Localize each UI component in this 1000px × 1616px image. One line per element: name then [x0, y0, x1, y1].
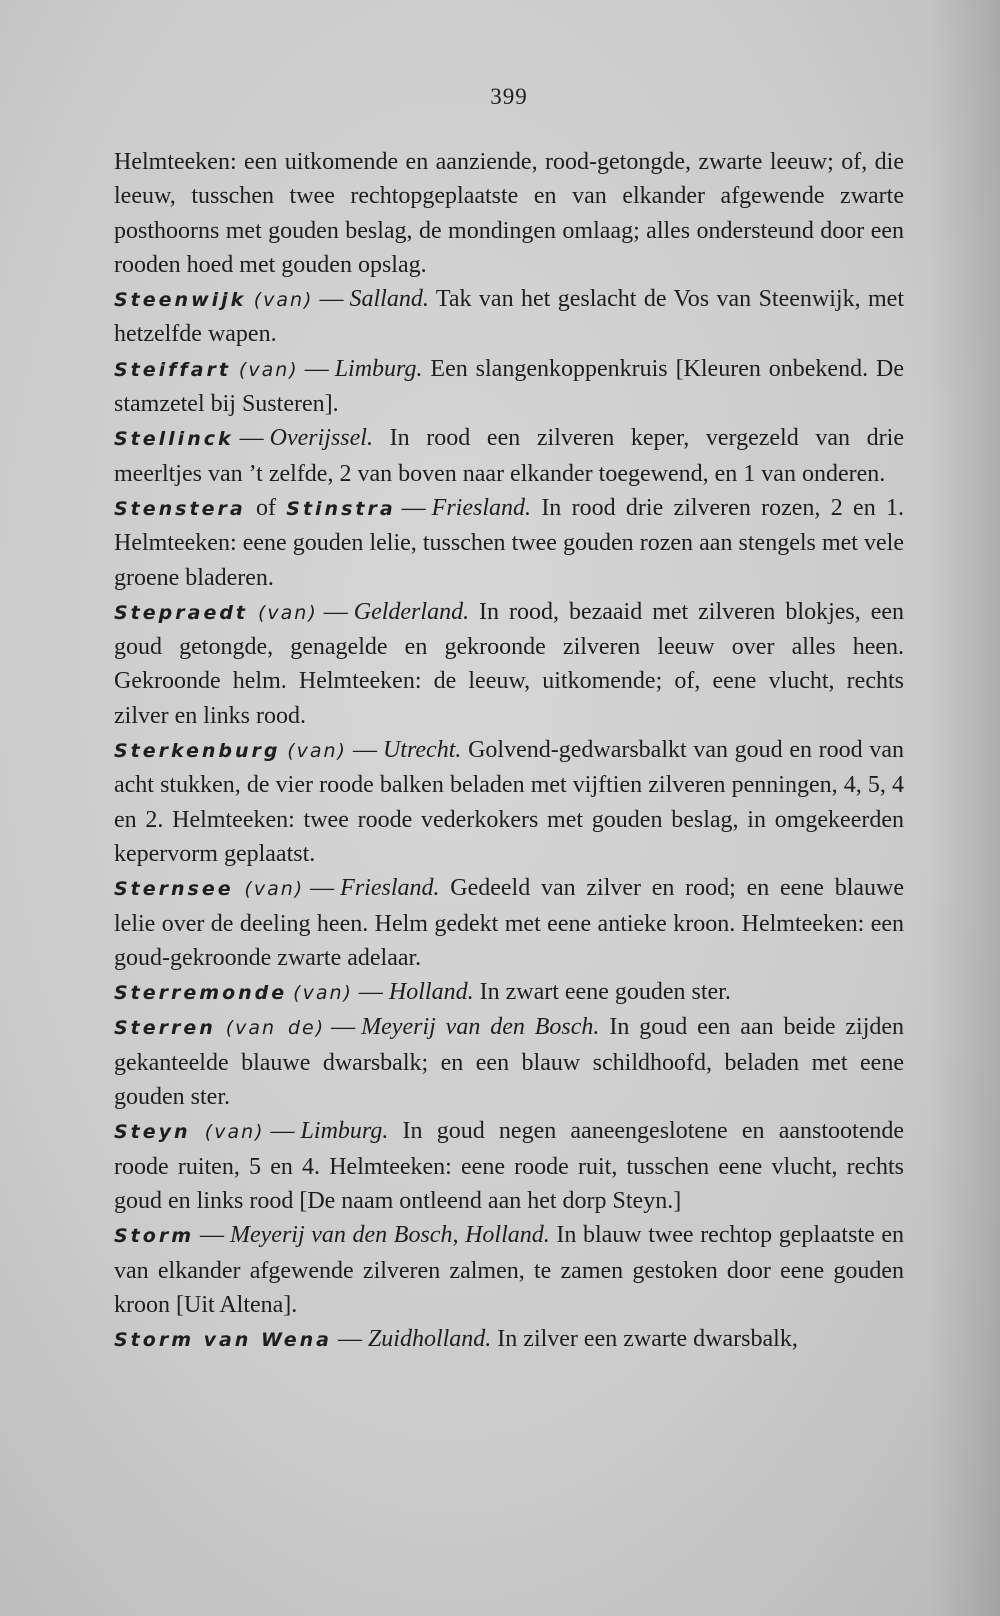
intro-paragraph: Helmteeken: een uitkomende en aanziende, rood-getongde, zwarte leeuw; of, die leeuw, tusschen twee rechtopgeplaatste en van elkander afgewende zwarte posthoorns met gouden beslag, de mondingen omlaag; alles ondersteund door een rooden hoed met gouden opslag. — [114, 149, 904, 278]
entry-region: Friesland. — [340, 875, 440, 902]
entry-qualifier: (van) — [257, 601, 318, 624]
entry-name: Sterkenburg — [114, 740, 281, 763]
page-edge-shadow — [930, 0, 1000, 1616]
entry-region: Overijssel. — [269, 425, 373, 452]
entry-stepraedt: Stepraedt (van) — Gelderland. In rood, bezaaid met zilveren blokjes, een goud getongde, genagelde en gekroonde zilveren leeuw over alles heen. Gekroonde helm. Helmteeken: de leeuw, uitkomende; of, eene vlucht, rechts zilver en links rood. — [114, 598, 904, 729]
entry-sterren: Sterren (van de) — Meyerij van den Bosch. In goud een aan beide zijden gekanteelde blauwe dwarsbalk; en een blauw schildhoofd, beladen met eene gouden ster. — [114, 1014, 905, 1111]
entry-name: Storm — [114, 1225, 194, 1248]
entry-text: Gedeeld van zilver en rood; en eene blauwe lelie over de deeling heen. Helm gedekt met eene antieke kroon. Helmteeken: een goud-gekroonde zwarte adelaar. — [114, 875, 905, 971]
entry-qualifier: (van) — [287, 740, 347, 763]
entry-stenstera: Stenstera of Stinstra — Friesland. In rood drie zilveren rozen, 2 en 1. Helmteeken: eene gouden lelie, tusschen twee gouden rozen aan stengels met vele groene bladeren. — [114, 494, 905, 591]
entry-text: In rood drie zilveren rozen, 2 en 1. Helmteeken: eene gouden lelie, tusschen twee gouden rozen aan stengels met vele groene bladeren. — [114, 494, 905, 591]
entry-qualifier: (van de) — [225, 1017, 326, 1040]
entry-name: Steyn — [114, 1121, 191, 1144]
entry-text: In rood een zilveren keper, vergezeld van drie meerltjes van ’t zelfde, 2 van boven naar elkander toegewend, en 1 van onderen. — [114, 425, 904, 487]
entry-steiffart: Steiffart (van) — Limburg. Een slangenkoppenkruis [Kleuren onbekend. De stamzetel bij Susteren]. — [114, 355, 905, 418]
entry-region: Utrecht. — [382, 737, 462, 764]
entry-text: In rood, bezaaid met zilveren blokjes, een goud getongde, genagelde en gekroonde zilveren leeuw over alles heen. Gekroonde helm. Helmteeken: de leeuw, uitkomende; of, eene vlucht, rechts zilver en links rood. — [114, 598, 904, 729]
page-body — [114, 145, 904, 1357]
entry-region: Limburg. — [334, 355, 423, 382]
entry-text: In goud een aan beide zijden gekanteelde blauwe dwarsbalk; en een blauw schildhoofd, beladen met eene gouden ster. — [114, 1014, 905, 1111]
entry-region: Salland. — [349, 286, 429, 313]
entry-region: Friesland. — [431, 494, 531, 521]
entry-qualifier: (van) — [253, 289, 314, 312]
entry-name: Stellinck — [114, 428, 234, 451]
entry-text: In zilver een zwarte dwarsbalk, — [497, 1326, 798, 1353]
entry-region: Meyerij van den Bosch, Holland. — [230, 1222, 550, 1249]
entry-steyn: Steyn (van) — Limburg. In goud negen aaneengeslotene en aanstootende roode ruiten, 5 en 4. Helmteeken: eene roode ruit, tusschen eene vlucht, rechts goud en links rood [De naam ontleend aan het dorp Steyn.] — [114, 1118, 905, 1214]
entry-text: Een slangenkoppenkruis [Kleuren onbekend. De stamzetel bij Susteren]. — [114, 355, 905, 418]
entry-text: In zwart eene gouden ster. — [479, 979, 731, 1006]
page-number: 399 — [490, 84, 528, 109]
entry-text: Golvend-gedwarsbalkt van goud en rood van acht stukken, de vier roode balken beladen met vijftien zilveren penningen, 4, 5, 4 en 2. Helmteeken: twee roode vederkokers met gouden beslag, in omgekeerden kepervorm geplaatst. — [114, 737, 905, 867]
entry-name: Sternsee — [114, 878, 234, 901]
entry-region: Gelderland. — [353, 598, 470, 625]
entry-qualifier: of — [255, 494, 276, 521]
entry-name: Storm van Wena — [114, 1329, 332, 1352]
entry-text: In blauw twee rechtop geplaatste en van elkander afgewende zilveren zalmen, te zamen gestoken door eene gouden kroon [Uit Altena]. — [114, 1222, 905, 1318]
entry-qualifier: (van) — [293, 982, 353, 1005]
entry-region: Holland. — [388, 979, 474, 1006]
entry-qualifier: (van) — [204, 1121, 265, 1144]
entry-name: Steiffart — [114, 358, 231, 381]
entry-qualifier: (van) — [238, 358, 299, 381]
entry-storm: Storm — Meyerij van den Bosch, Holland. In blauw twee rechtop geplaatste en van elkander afgewende zilveren zalmen, te zamen gestoken door eene gouden kroon [Uit Altena]. — [114, 1222, 905, 1318]
entry-text: Tak van het geslacht de Vos van Steenwijk, met hetzelfde wapen. — [114, 286, 904, 348]
entry-steenwijk: Steenwijk (van) — Salland. Tak van het geslacht de Vos van Steenwijk, met hetzelfde wapen. — [114, 286, 904, 348]
entry-name: Sterren — [114, 1017, 216, 1040]
entry-name: Stepraedt — [114, 601, 249, 624]
entry-region: Zuidholland. — [367, 1326, 492, 1353]
entry-qualifier: (van) — [244, 878, 305, 901]
entry-region: Meyerij van den Bosch. — [361, 1014, 600, 1041]
entry-name: Sterremonde — [114, 982, 288, 1005]
entry-sterkenburg: Sterkenburg (van) — Utrecht. Golvend-gedwarsbalkt van goud en rood van acht stukken, de vier roode balken beladen met vijftien zilveren penningen, 4, 5, 4 en 2. Helmteeken: twee roode vederkokers met gouden beslag, in omgekeerden kepervorm geplaatst. — [114, 737, 905, 867]
entry-sterremonde: Sterremonde (van) — Holland. In zwart eene gouden ster. — [114, 979, 731, 1006]
entry-stellinck: Stellinck — Overijssel. In rood een zilveren keper, vergezeld van drie meerltjes van ’t zelfde, 2 van boven naar elkander toegewend, en 1 van onderen. — [114, 425, 904, 487]
entry-region: Limburg. — [300, 1118, 389, 1145]
entry-name: Steenwijk — [114, 289, 247, 312]
entry-sternsee: Sternsee (van) — Friesland. Gedeeld van zilver en rood; en eene blauwe lelie over de deeling heen. Helm gedekt met eene antieke kroon. Helmteeken: een goud-gekroonde zwarte adelaar. — [114, 875, 905, 971]
entry-name-alt: Stinstra — [286, 497, 396, 520]
entry-storm-van-wena: Storm van Wena — Zuidholland. In zilver een zwarte dwarsbalk, — [114, 1326, 798, 1353]
entry-text: In goud negen aaneengeslotene en aanstootende roode ruiten, 5 en 4. Helmteeken: eene roode ruit, tusschen eene vlucht, rechts goud en links rood [De naam ontleend aan het dorp Steyn.] — [114, 1118, 905, 1214]
entry-name: Stenstera — [114, 497, 246, 520]
